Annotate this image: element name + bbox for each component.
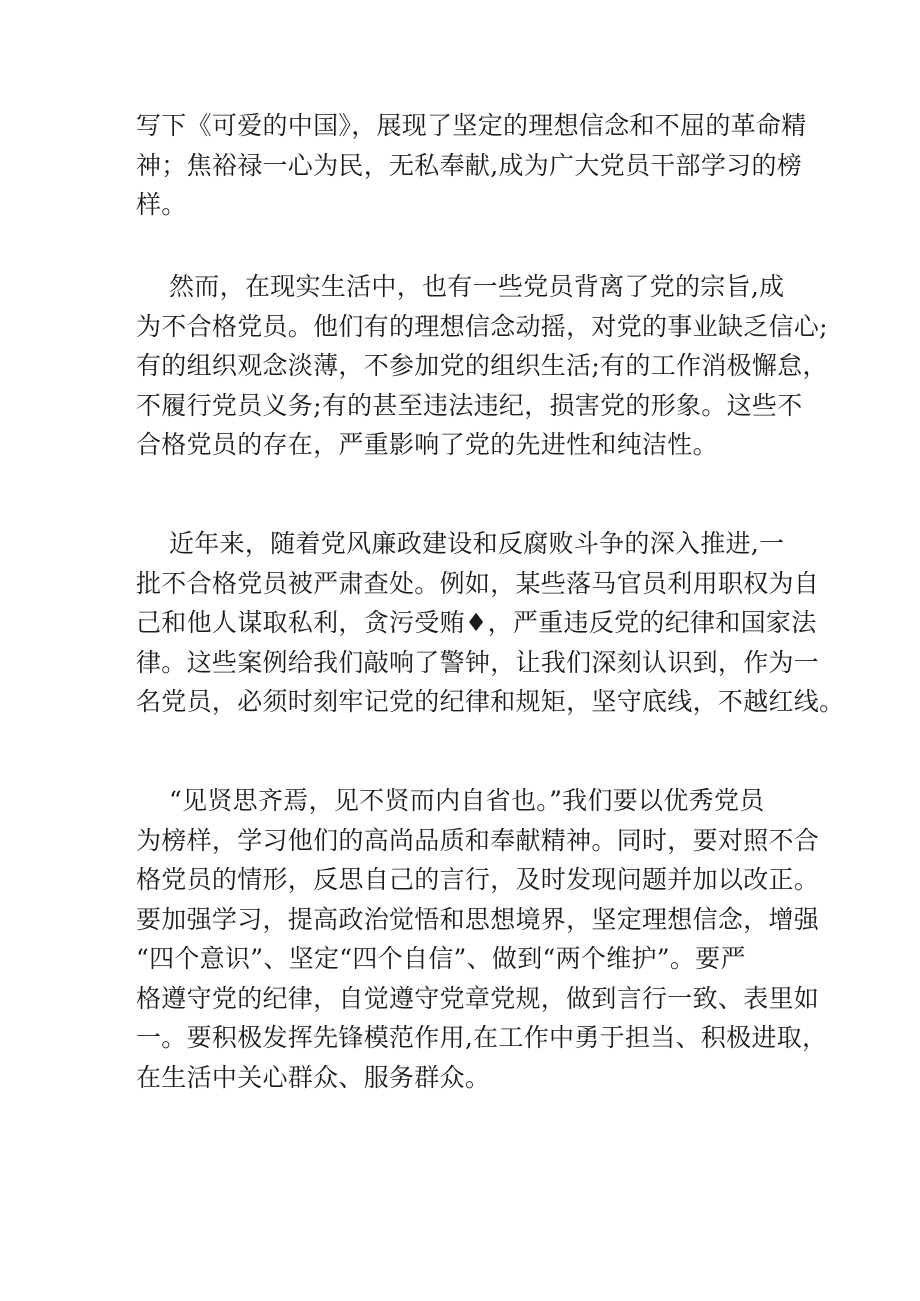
paragraph-line: 律。这些案例给我们敲响了警钟，让我们深刻认识到，作为一 — [136, 647, 820, 677]
paragraph-line: 近年来，随着党风廉政建设和反腐败斗争的深入推进,一 — [136, 529, 785, 558]
paragraph-line: 不履行党员义务;有的甚至违法违纪，损害党的形象。这些不 — [136, 390, 803, 420]
paragraph-line: 合格党员的存在，严重影响了党的先进性和纯洁性。 — [136, 430, 718, 459]
paragraph-line: 为榜样，学习他们的高尚品质和奉献精神。同时，要对照不合 — [136, 825, 820, 855]
paragraph-line: 写下《可爱的中国》，展现了坚定的理想信念和不屈的革命精 — [136, 111, 807, 140]
paragraph-line: 为不合格党员。他们有的理想信念动摇，对党的事业缺乏信心; — [136, 311, 828, 341]
paragraph-line: 样。 — [136, 190, 187, 219]
paragraph-line: 神；焦裕禄一心为民，无私奉献,成为广大党员干部学习的榜 — [136, 150, 803, 180]
paragraph-line: 格党员的情形，反思自己的言行，及时发现问题并加以改正。 — [136, 865, 820, 894]
paragraph-line: 然而，在现实生活中，也有一些党员背离了党的宗旨,成 — [136, 272, 785, 301]
paragraph-line: 名党员，必须时刻牢记党的纪律和规矩，坚守底线，不越红线。 — [136, 687, 845, 716]
paragraph-line: “四个意识”、坚定“四个自信”、做到“两个维护”。要严 — [136, 944, 746, 973]
paragraph-line: 在生活中关心群众、服务群众。 — [136, 1062, 491, 1092]
paragraph-3 — [136, 524, 845, 722]
paragraph-line: 要加强学习，提高政治觉悟和思想境界，坚定理想信念，增强 — [136, 904, 820, 934]
paragraph-line: 有的组织观念淡薄，不参加党的组织生活;有的工作消极懈怠， — [136, 351, 828, 380]
paragraph-2 — [136, 267, 828, 465]
paragraph-line: 批不合格党员被严肃查处。例如，某些落马官员利用职权为自 — [136, 568, 820, 598]
paragraph-line: “见贤思齐焉，见不贤而内自省也。”我们要以优秀党员 — [136, 786, 765, 815]
paragraph-4 — [136, 781, 828, 1097]
paragraph-1 — [136, 106, 816, 225]
paragraph-line: 格遵守党的纪律，自觉遵守党章党规，做到言行一致、表里如 — [136, 983, 820, 1013]
paragraph-line: 己和他人谋取私利，贪污受贿♦，严重违反党的纪律和国家法 — [136, 608, 817, 637]
paragraph-line: 一。要积极发挥先锋模范作用,在工作中勇于担当、积极进取， — [136, 1023, 828, 1052]
